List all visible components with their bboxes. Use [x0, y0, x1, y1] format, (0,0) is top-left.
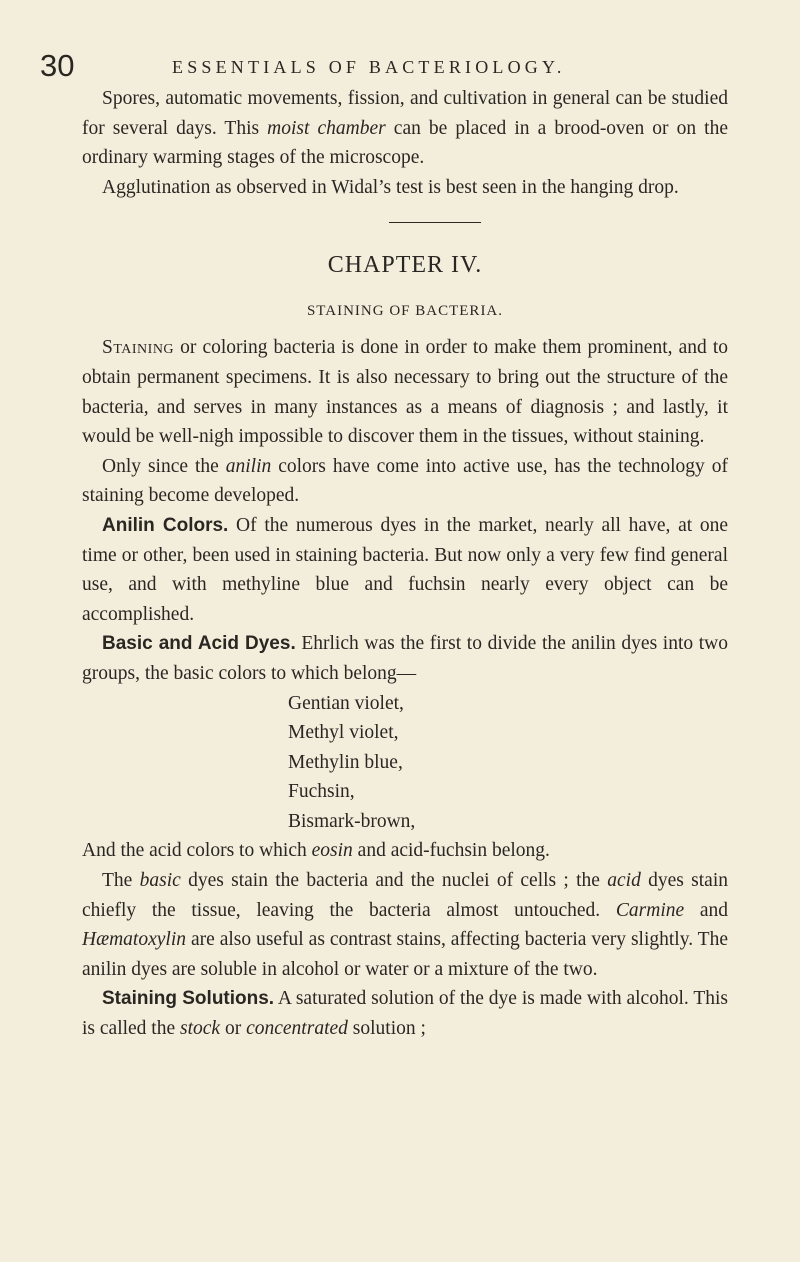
paragraph-anilin-history — [82, 452, 728, 511]
page-number: 30 — [40, 48, 75, 83]
italic-term: concentrated — [246, 1018, 348, 1040]
paragraph-agglutination — [82, 173, 728, 203]
section-divider — [389, 222, 481, 223]
italic-term: Carmine — [615, 899, 685, 921]
text-run: The — [102, 870, 140, 892]
lead-word: Staining — [102, 337, 175, 359]
text-run: are also useful as contrast stains, affecting bacteria very slightly. The anilin dyes are soluble in alcohol or water or a mixture of the two. — [82, 929, 728, 980]
text-run: dyes stain chiefly the tissue, leaving the bacteria almost untouched. — [82, 870, 729, 921]
list-item: Fuchsin, — [288, 781, 355, 803]
list-item: Bismark-brown, — [288, 810, 416, 832]
chapter-title: CHAPTER IV. — [327, 252, 483, 279]
text-run: Only since the — [102, 455, 226, 477]
text-run: And the acid colors to which — [82, 840, 312, 862]
paragraph-basic-acid-dyes — [82, 629, 728, 688]
text-run: Ehrlich was the first to divide the anilin dyes into two groups, the basic colors to which belong— — [82, 633, 728, 684]
paragraph-anilin-colors — [82, 511, 728, 629]
text-run: colors have come into active use, has the technology of staining become developed. — [82, 455, 729, 507]
running-title: ESSENTIALS OF BACTERIOLOGY. — [172, 57, 566, 77]
text-run: and — [684, 899, 728, 921]
section-heading: Staining Solutions. — [102, 988, 275, 1010]
text-run: Spores, automatic movements, fission, and cultivation in general can be studied for several days. This — [82, 88, 728, 139]
text-run: dyes stain the bacteria and the nuclei of cells ; the — [180, 870, 608, 892]
text-run: solution ; — [347, 1018, 426, 1040]
section-heading: Basic and Acid Dyes. — [102, 633, 296, 655]
text-run: and acid-fuchsin belong. — [352, 840, 550, 862]
chapter-subtitle: STAINING OF BACTERIA. — [306, 303, 504, 320]
text-run: can be placed in a brood-oven or on the ordinary warming stages of the microscope. — [82, 117, 728, 169]
text-run: or — [220, 1018, 247, 1040]
text-run: A saturated solution of the dye is made with alcohol. This is called the — [82, 988, 728, 1040]
text-body — [82, 84, 728, 1044]
list-item: Methyl violet, — [288, 722, 399, 744]
text-run: Agglutination as observed in Widal’s test is best seen in the hanging drop. — [102, 176, 679, 198]
list-item: Gentian violet, — [288, 692, 404, 714]
italic-term: Hæmatoxylin — [82, 929, 186, 951]
italic-term: anilin — [225, 455, 272, 477]
paragraph-staining-intro — [82, 333, 728, 451]
text-run: Of the numerous dyes in the market, nearly all have, at one time or other, been used in staining bacteria. But now only a very few find general use, and with methyline blue and fuchsin nearly every object can be accomplished. — [82, 514, 729, 625]
italic-term: stock — [180, 1018, 221, 1040]
basic-dye-list — [82, 689, 728, 837]
paragraph-basic-vs-acid — [82, 866, 728, 984]
section-heading: Anilin Colors. — [102, 514, 229, 536]
paragraph-moist-chamber — [82, 84, 728, 173]
paragraph-acid-colors — [82, 836, 728, 866]
paragraph-staining-solutions — [82, 984, 728, 1043]
text-run: or coloring bacteria is done in order to make them prominent, and to obtain permanent specimens. It is also necessary to bring out the structure of the bacteria, and serves in many instances as a means of diagnosis ; and lastly, it would be well-nigh impossible to discover them in the tissues, without staining. — [82, 337, 728, 448]
italic-term: basic — [139, 870, 181, 892]
italic-term: moist chamber — [267, 117, 386, 139]
list-item: Methylin blue, — [288, 751, 403, 773]
italic-term: eosin — [311, 840, 353, 862]
italic-term: acid — [607, 870, 641, 892]
